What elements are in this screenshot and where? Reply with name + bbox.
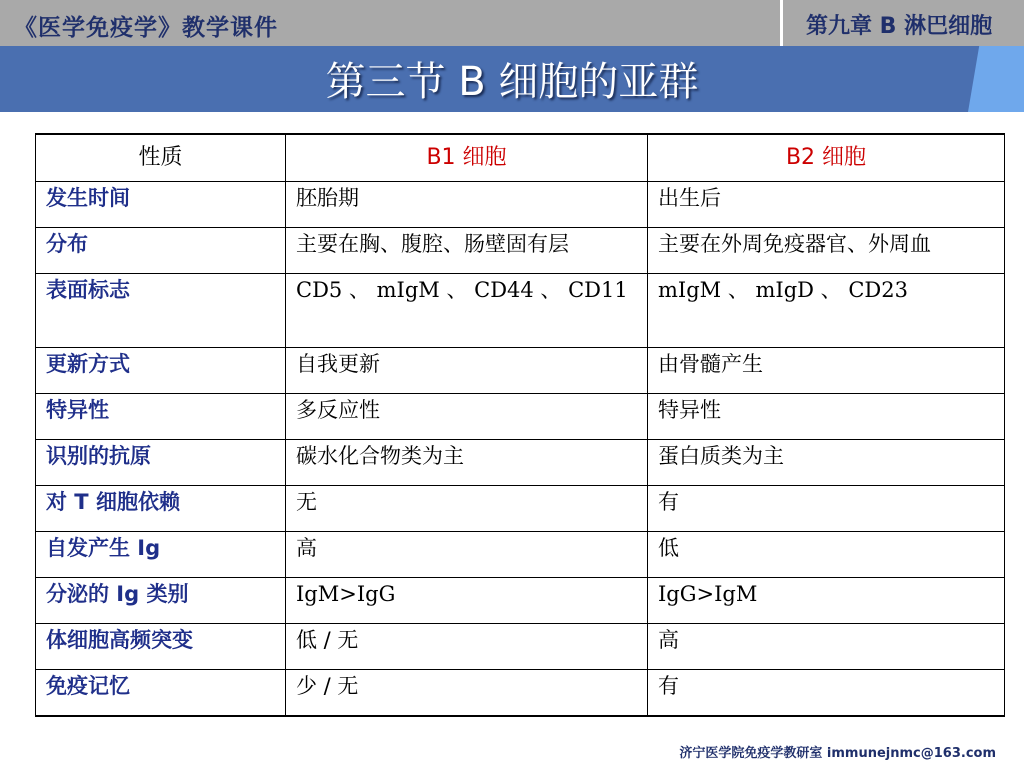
b1-value: 少 / 无 <box>286 670 648 716</box>
b2-value: 低 <box>648 532 1005 578</box>
b2-value: IgG>IgM <box>648 578 1005 624</box>
table-row <box>36 228 1005 274</box>
b1-value: 碳水化合物类为主 <box>286 440 648 486</box>
section-title: 第三节 B 细胞的亚群 <box>325 59 699 105</box>
row-property: 分泌的 Ig 类别 <box>36 578 286 624</box>
comparison-table <box>35 133 1005 717</box>
row-property: 对 T 细胞依赖 <box>36 486 286 532</box>
b1-value: 多反应性 <box>286 394 648 440</box>
row-property: 分布 <box>36 228 286 274</box>
row-property: 发生时间 <box>36 182 286 228</box>
chapter-title: 第九章 B 淋巴细胞 <box>806 14 993 39</box>
table-row <box>36 532 1005 578</box>
b2-value: 特异性 <box>648 394 1005 440</box>
header-divider <box>780 0 783 46</box>
table-row <box>36 670 1005 716</box>
table-row <box>36 486 1005 532</box>
row-property: 特异性 <box>36 394 286 440</box>
b2-value: 由骨髓产生 <box>648 348 1005 394</box>
b2-value: 出生后 <box>648 182 1005 228</box>
b1-value: CD5 、 mIgM 、 CD44 、 CD11 <box>286 274 648 348</box>
table-row <box>36 182 1005 228</box>
row-property: 免疫记忆 <box>36 670 286 716</box>
table-row <box>36 440 1005 486</box>
b1-value: 低 / 无 <box>286 624 648 670</box>
b1-value: 高 <box>286 532 648 578</box>
column-header-property: 性质 <box>36 134 286 182</box>
table-row <box>36 348 1005 394</box>
b2-value: mIgM 、 mIgD 、 CD23 <box>648 274 1005 348</box>
b2-value: 有 <box>648 670 1005 716</box>
row-property: 更新方式 <box>36 348 286 394</box>
b1-value: 主要在胸、腹腔、肠壁固有层 <box>286 228 648 274</box>
b1-value: IgM>IgG <box>286 578 648 624</box>
table-row <box>36 394 1005 440</box>
b2-value: 蛋白质类为主 <box>648 440 1005 486</box>
b1-value: 胚胎期 <box>286 182 648 228</box>
column-header-b2: B2 细胞 <box>648 134 1005 182</box>
b2-value: 有 <box>648 486 1005 532</box>
table-row <box>36 624 1005 670</box>
row-property: 体细胞高频突变 <box>36 624 286 670</box>
row-property: 表面标志 <box>36 274 286 348</box>
table-row <box>36 274 1005 348</box>
b1-value: 自我更新 <box>286 348 648 394</box>
row-property: 自发产生 Ig <box>36 532 286 578</box>
table-row <box>36 578 1005 624</box>
row-property: 识别的抗原 <box>36 440 286 486</box>
b2-value: 高 <box>648 624 1005 670</box>
course-title: 《医学免疫学》教学课件 <box>14 15 278 41</box>
table-header-row <box>36 134 1005 182</box>
comparison-table-container <box>35 133 1004 717</box>
b2-value: 主要在外周免疫器官、外周血 <box>648 228 1005 274</box>
footer-credit: 济宁医学院免疫学教研室 immunejnmc@163.com <box>679 746 996 761</box>
column-header-b1: B1 细胞 <box>286 134 648 182</box>
b1-value: 无 <box>286 486 648 532</box>
